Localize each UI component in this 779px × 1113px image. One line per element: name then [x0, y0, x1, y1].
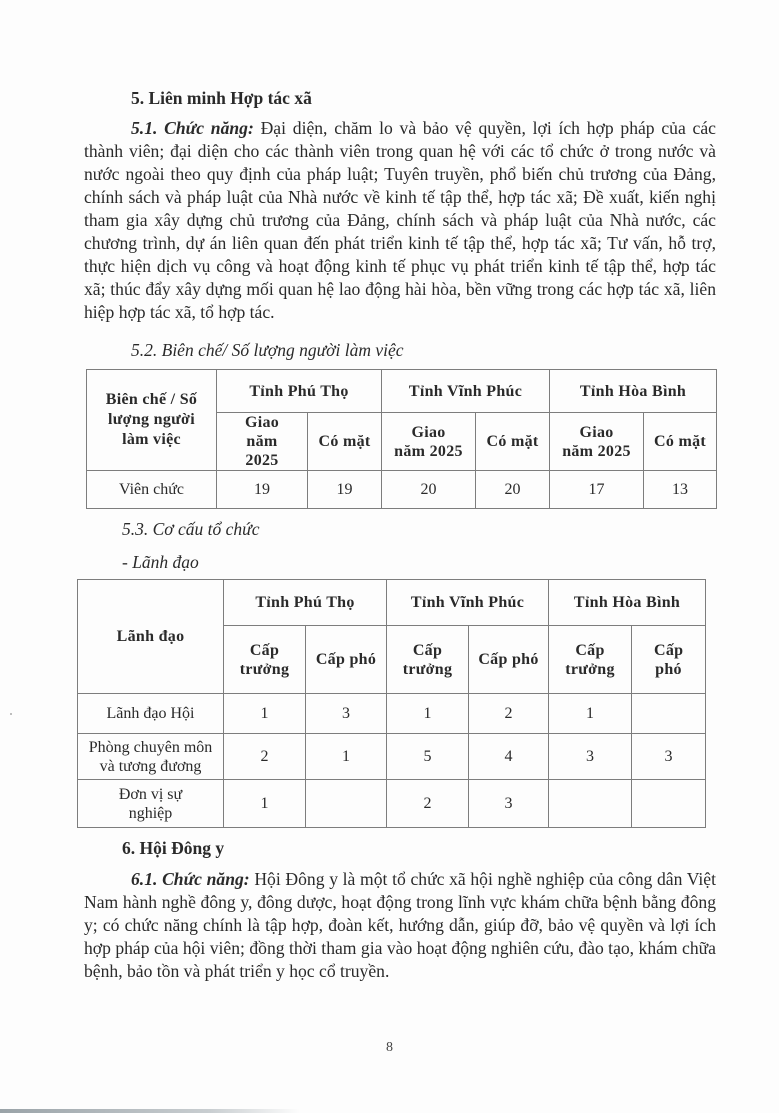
table-cell: 1	[549, 694, 632, 734]
table-cell: 19	[217, 471, 308, 509]
functions-text: Hội Đông y là một tổ chức xã hội nghề nghiệp của công dân Việt Nam hành nghề đông y, đông dược, hoạt động trong lĩnh vực khám chữa bệnh bằng đông y; có chức năng chính là tập hợp, đoàn kết, hướng dẫn, giúp đỡ, bảo vệ quyền và lợi ích hợp pháp của hội viên; đồng thời tham gia vào hoạt động nghiên cứu, đào tạo, khám chữa bệnh, bảo tồn và phát triển y học cổ truyền.	[84, 869, 716, 981]
row-label: Phòng chuyên môn và tương đương	[78, 734, 224, 780]
column-subheader: Có mặt	[308, 413, 382, 471]
table-cell: 2	[224, 734, 306, 780]
table-cell	[632, 694, 706, 734]
column-subheader: Cấp trưởng	[387, 626, 469, 694]
table-cell	[549, 780, 632, 828]
functions-text: Đại diện, chăm lo và bảo vệ quyền, lợi ích hợp pháp của các thành viên; đại diện cho các thành viên trong quan hệ với các tổ chức ở trong nước và nước ngoài theo quy định của pháp luật; Tuyên truyền, phổ biến chủ trương của Đảng, chính sách và pháp luật của Nhà nước về kinh tế tập thể, hợp tác xã; Đề xuất, kiến nghị tham gia xây dựng chủ trương của Đảng, chính sách và pháp luật của Nhà nước, các chương trình, dự án liên quan đến phát triển kinh tế tập thể, hợp tác xã; Tư vấn, hỗ trợ, thực hiện dịch vụ công và hoạt động kinh tế phục vụ phát triển kinh tế tập thể, hợp tác xã; thúc đẩy xây dựng mối quan hệ lao động hài hòa, bền vững trong các hợp tác xã, liên hiệp hợp tác xã, tổ hợp tác.	[84, 118, 716, 322]
section-6-heading: 6. Hội Đông y	[122, 838, 225, 858]
column-subheader: Giao năm 2025	[550, 413, 644, 471]
table-cell: 3	[549, 734, 632, 780]
table-row	[87, 471, 717, 509]
structure-title: 5.3. Cơ cấu tổ chức	[122, 519, 260, 539]
table-cell: 5	[387, 734, 469, 780]
table-cell: 1	[224, 694, 306, 734]
table-cell: 19	[308, 471, 382, 509]
table-cell: 3	[306, 694, 387, 734]
column-subheader: Cấp phó	[306, 626, 387, 694]
row-label: Lãnh đạo Hội	[78, 694, 224, 734]
functions-lead: 5.1. Chức năng:	[131, 118, 254, 138]
staffing-table	[86, 369, 717, 509]
row-label: Viên chức	[87, 471, 217, 509]
scan-edge-shadow	[0, 1109, 300, 1113]
table-cell	[632, 780, 706, 828]
section-6-functions-paragraph	[84, 868, 716, 983]
table-cell: 3	[469, 780, 549, 828]
table-cell: 2	[469, 694, 549, 734]
table-cell: 20	[476, 471, 550, 509]
table-row	[78, 694, 706, 734]
table-cell: 20	[382, 471, 476, 509]
section-5-functions-paragraph	[84, 117, 716, 324]
scan-speck	[10, 713, 12, 715]
column-subheader: Có mặt	[644, 413, 717, 471]
table-cell: 1	[387, 694, 469, 734]
province-header: Tỉnh Phú Thọ	[224, 580, 387, 626]
table-cell: 2	[387, 780, 469, 828]
column-subheader: Cấp trưởng	[224, 626, 306, 694]
page-number: 8	[386, 1040, 393, 1055]
structure-subtitle: - Lãnh đạo	[122, 552, 199, 572]
table-cell: 1	[224, 780, 306, 828]
table-cell: 13	[644, 471, 717, 509]
staffing-corner-header: Biên chế / Số lượng người làm việc	[87, 370, 217, 471]
column-subheader: Giao năm 2025	[217, 413, 308, 471]
functions-lead: 6.1. Chức năng:	[131, 869, 250, 889]
province-header: Tỉnh Phú Thọ	[217, 370, 382, 413]
province-header: Tỉnh Hòa Bình	[549, 580, 706, 626]
table-cell: 17	[550, 471, 644, 509]
table-row	[78, 734, 706, 780]
column-subheader: Cấp phó	[632, 626, 706, 694]
row-label: Đơn vị sự nghiệp	[78, 780, 224, 828]
column-subheader: Có mặt	[476, 413, 550, 471]
section-5-heading: 5. Liên minh Hợp tác xã	[131, 88, 312, 108]
column-subheader: Giao năm 2025	[382, 413, 476, 471]
staffing-title: 5.2. Biên chế/ Số lượng người làm việc	[131, 340, 404, 360]
column-subheader: Cấp phó	[469, 626, 549, 694]
leadership-table	[77, 579, 706, 828]
leadership-corner-header: Lãnh đạo	[78, 580, 224, 694]
column-subheader: Cấp trưởng	[549, 626, 632, 694]
table-cell: 3	[632, 734, 706, 780]
province-header: Tỉnh Vĩnh Phúc	[387, 580, 549, 626]
province-header: Tỉnh Vĩnh Phúc	[382, 370, 550, 413]
table-cell	[306, 780, 387, 828]
province-header: Tỉnh Hòa Bình	[550, 370, 717, 413]
table-row	[78, 780, 706, 828]
table-cell: 1	[306, 734, 387, 780]
table-cell: 4	[469, 734, 549, 780]
